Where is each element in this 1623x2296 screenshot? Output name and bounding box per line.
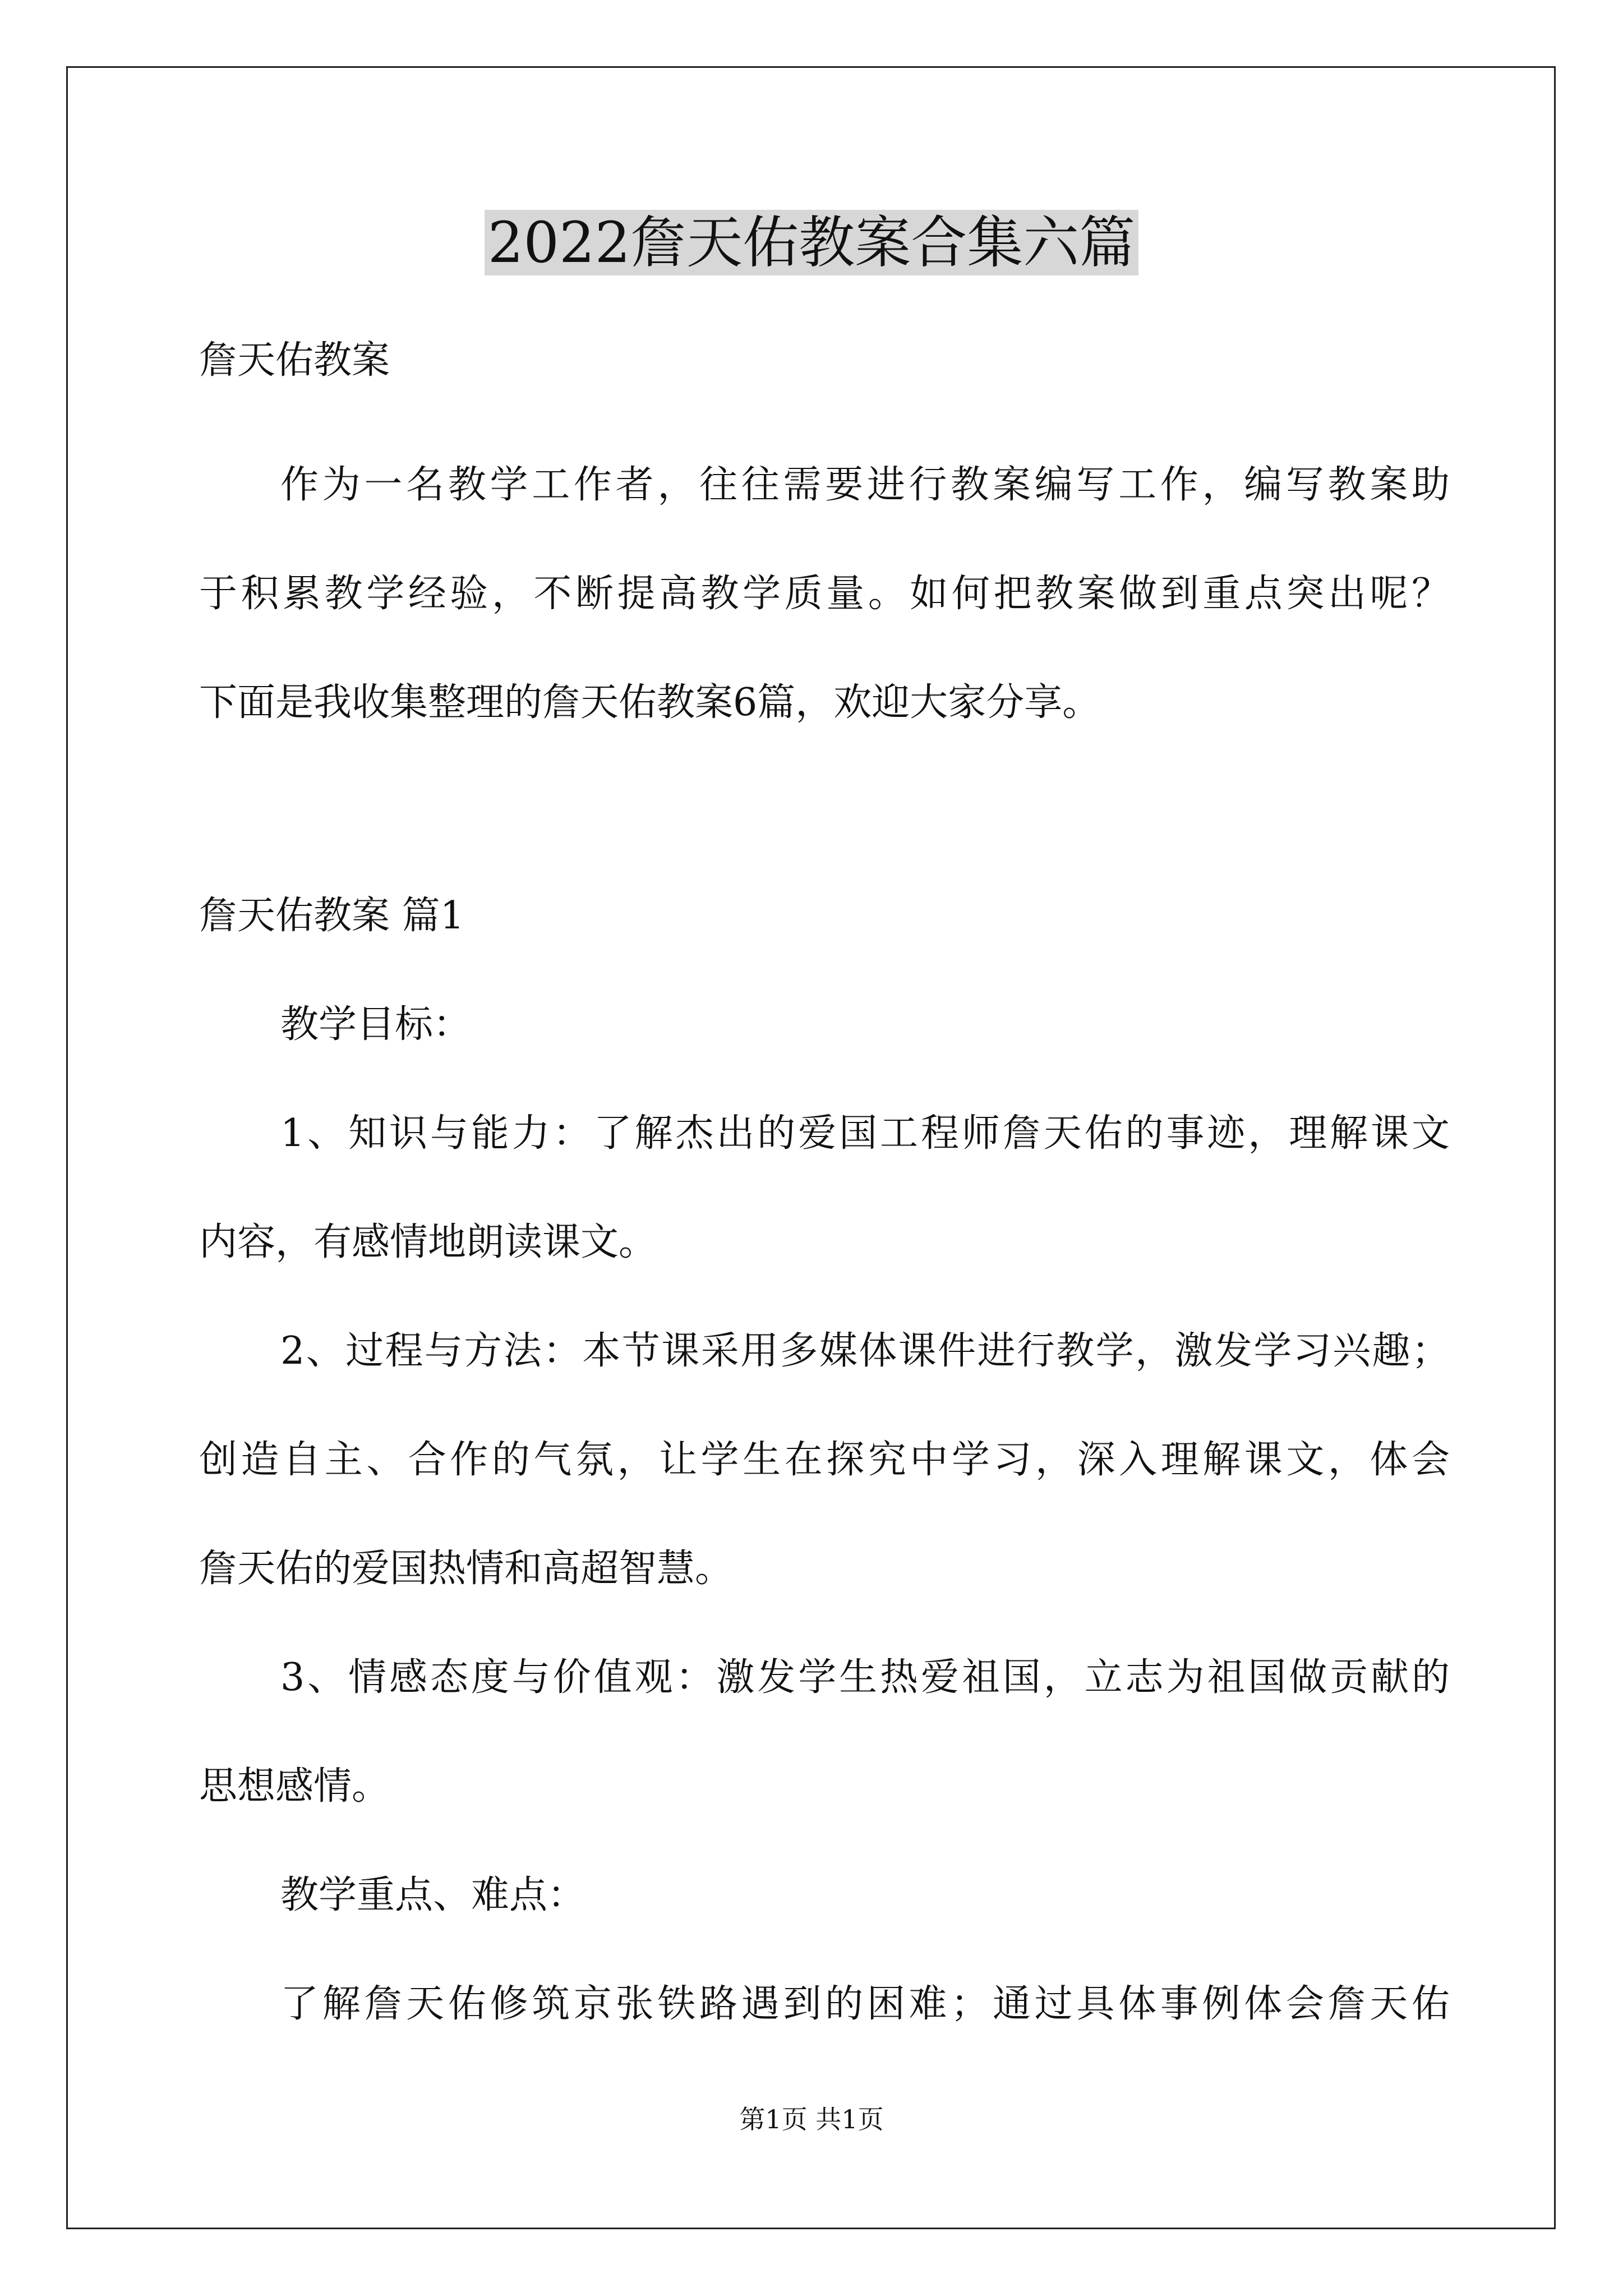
paragraph-line: 教学重点、难点： — [280, 1873, 586, 1917]
paragraph-line: 创造自主、合作的气氛，让学生在探究中学习，深入理解课文，体会 — [199, 1438, 1450, 1482]
paragraph-line: 詹天佑的爱国热情和高超智慧。 — [199, 1547, 734, 1591]
paragraph-line: 内容，有感情地朗读课文。 — [199, 1220, 657, 1264]
paragraph-line: 作为一名教学工作者，往往需要进行教案编写工作，编写教案助 — [280, 463, 1450, 507]
paragraph-line: 教学目标： — [280, 1002, 472, 1047]
section-heading: 詹天佑教案 — [199, 338, 390, 383]
paragraph-line: 思想感情。 — [199, 1764, 390, 1809]
paragraph-line: 下面是我收集整理的詹天佑教案6篇，欢迎大家分享。 — [199, 680, 1101, 725]
page-footer: 第1页 共1页 — [739, 2104, 884, 2134]
document-title — [0, 201, 1623, 285]
title-text: 2022詹天佑教案合集六篇 — [485, 210, 1139, 275]
paragraph-line: 1、知识与能力：了解杰出的爱国工程师詹天佑的事迹，理解课文 — [280, 1111, 1450, 1156]
section-heading: 詹天佑教案 篇1 — [199, 894, 464, 938]
paragraph-line: 于积累教学经验，不断提高教学质量。如何把教案做到重点突出呢？ — [199, 572, 1450, 616]
paragraph-line: 3、情感态度与价值观：激发学生热爱祖国，立志为祖国做贡献的 — [280, 1655, 1450, 1700]
paragraph-line: 2、过程与方法：本节课采用多媒体课件进行教学，激发学习兴趣； — [280, 1329, 1450, 1373]
paragraph-line: 了解詹天佑修筑京张铁路遇到的困难；通过具体事例体会詹天佑 — [280, 1982, 1450, 2026]
